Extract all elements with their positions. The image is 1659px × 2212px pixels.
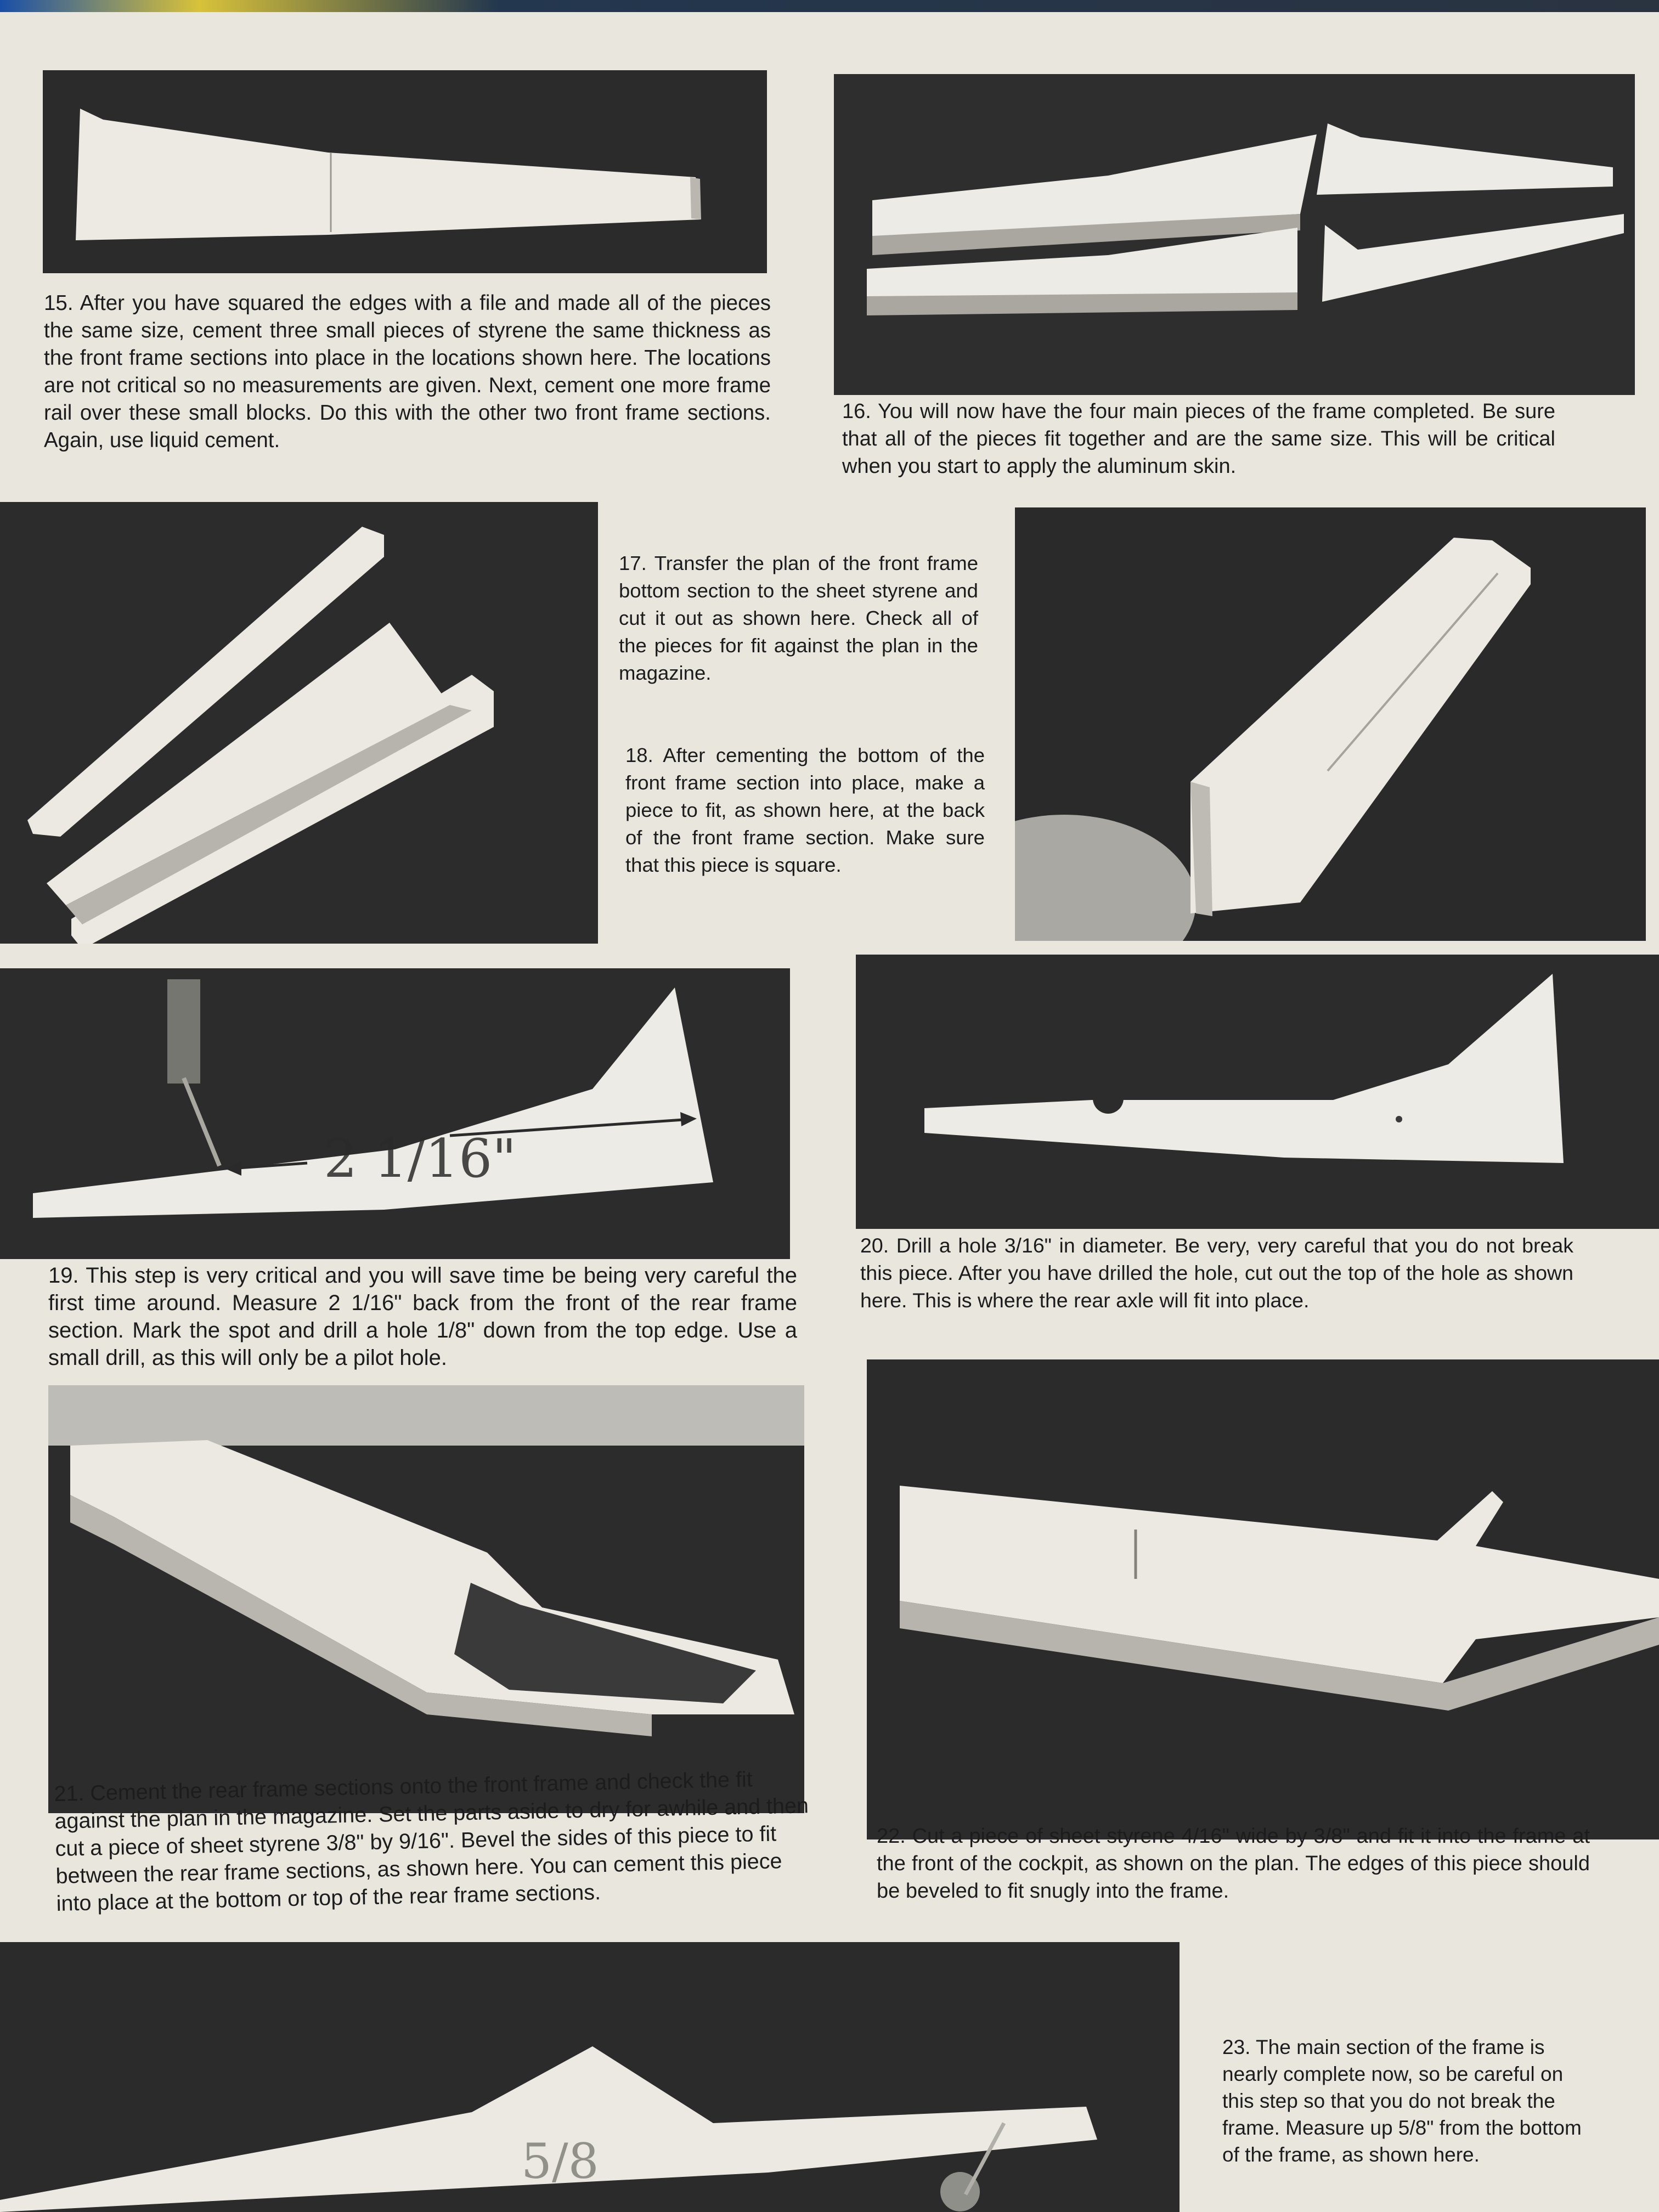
photo-step-16 [834,74,1635,395]
photo-step-17 [0,502,598,944]
photo-step-20 [856,955,1659,1229]
photo-step-23 [0,1942,1180,2212]
caption-step-21: 21. Cement the rear frame sections onto the front frame and check the fit against the plan in the magazine. Set the parts aside to dry for awhile and then cut a piece of sheet styrene 3/8" by 9/16". Bevel the sides of this piece to fit between the rear frame sections, as shown here. You can cement this piece into place at the bottom or top of the rear frame sections. [54,1767,809,1916]
caption-step-22: 22. Cut a piece of sheet styrene 4/16" wide by 3/8" and fit it into the frame at the front of the cockpit, as shown on the plan. The edges of this piece should be beveled to fit snugly into the frame. [877,1825,1590,1903]
caption-step-23: 23. The main section of the frame is nearly complete now, so be careful on this step so that you do not break the frame. Measure up 5/8" from the bottom of the frame, as shown here. [1222,2036,1582,2166]
caption-step-20: 20. Drill a hole 3/16" in diameter. Be very, very careful that you do not break this piece. After you have drilled the hole, cut out the top of the hole as shown here. This is where the rear axle will fit into place. [860,1234,1573,1312]
measurement-2-1-16: 2 1/16" [324,1128,517,1189]
caption-step-18: 18. After cementing the bottom of the front frame section into place, make a piece to fit, as shown here, at the back of the front frame section. Make sure that this piece is square. [625,744,985,876]
caption-step-19: 19. This step is very critical and you will save time be being very careful the first time around. Measure 2 1/16" back from the front of the rear frame section. Mark the spot and drill a hole 1/8" down from the top edge. Use a small drill, as this will only be a pilot hole. [48,1263,797,1370]
caption-step-17: 17. Transfer the plan of the front frame bottom section to the sheet styrene and cut it out as shown here. Check all of the pieces for fit against the plan in the magazine. [619,552,978,684]
photo-step-15 [43,70,767,273]
photo-step-18 [1015,507,1646,941]
caption-step-16: 16. You will now have the four main pieces of the frame completed. Be sure that all of the pieces fit together and are the same size. This will be critical when you start to apply the aluminum skin. [842,400,1555,478]
photo-step-22 [867,1359,1659,1839]
measurement-5-8: 5/8 [521,2133,599,2190]
photo-step-21 [48,1385,804,1813]
photo-step-19 [0,968,790,1259]
caption-step-15: 15. After you have squared the edges with a file and made all of the pieces the same size, cement three small pieces of styrene the same thickness as the front frame sections into place in the locations shown here. The locations are not critical so no measurements are given. Next, cement one more frame rail over these small blocks. Do this with the other two front frame sections. Again, use liquid cement. [44,291,771,452]
magazine-cover-edge [0,0,1659,12]
